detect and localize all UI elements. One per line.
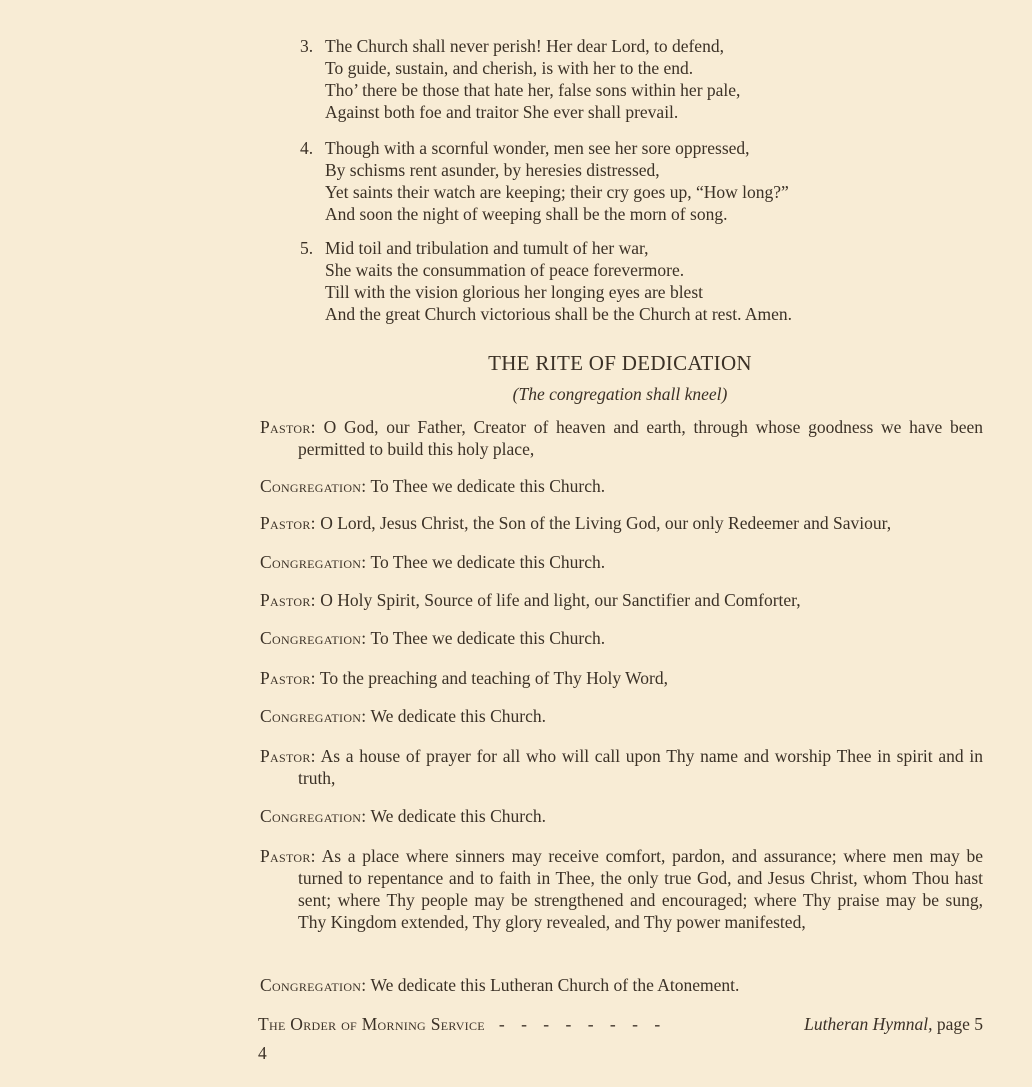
speaker-label: Congregation:	[260, 552, 367, 572]
hymnal-page: page 5	[932, 1014, 983, 1034]
hymn-verse-5	[300, 237, 1000, 325]
congregation-response	[260, 974, 983, 996]
speaker-label: Pastor:	[260, 417, 316, 437]
entry-text: We dedicate this Lutheran Church of the Atonement.	[370, 975, 740, 995]
verse-line: The Church shall never perish! Her dear Lord, to defend,	[325, 36, 724, 56]
speaker-label: Pastor:	[260, 668, 316, 688]
pastor-line	[260, 745, 983, 789]
dot-leader: - - - - - - - -	[498, 1014, 667, 1034]
congregation-response	[260, 475, 983, 497]
pastor-line	[260, 667, 983, 689]
speaker-label: Congregation:	[260, 628, 367, 648]
speaker-label: Congregation:	[260, 806, 367, 826]
verse-line: To guide, sustain, and cherish, is with her to the end.	[325, 58, 694, 78]
pastor-line	[260, 416, 983, 460]
verse-line: Against both foe and traitor She ever shall prevail.	[325, 102, 679, 122]
hymnal-title: Lutheran Hymnal,	[804, 1014, 933, 1034]
speaker-label: Pastor:	[260, 513, 316, 533]
hymn-verse-4	[300, 137, 1000, 225]
entry-text: As a house of prayer for all who will call upon Thy name and worship Thee in spirit and in truth,	[298, 746, 983, 788]
congregation-response	[260, 551, 983, 573]
speaker-label: Pastor:	[260, 590, 316, 610]
entry-text: We dedicate this Church.	[370, 806, 546, 826]
service-reference	[258, 1013, 983, 1035]
pastor-line	[260, 589, 983, 611]
entry-text: O Lord, Jesus Christ, the Son of the Living God, our only Redeemer and Saviour,	[320, 513, 892, 533]
page-number: 4	[258, 1043, 267, 1063]
verse-line: Though with a scornful wonder, men see her sore oppressed,	[325, 138, 750, 158]
entry-text: O God, our Father, Creator of heaven and earth, through whose goodness we have been permitted to build this holy place,	[298, 417, 984, 459]
verse-number: 5.	[300, 238, 314, 258]
verse-line: And soon the night of weeping shall be the morn of song.	[325, 204, 728, 224]
speaker-label: Congregation:	[260, 975, 367, 995]
verse-line: And the great Church victorious shall be the Church at rest. Amen.	[325, 304, 793, 324]
speaker-label: Congregation:	[260, 706, 367, 726]
verse-number: 4.	[300, 138, 314, 158]
verse-line: Tho’ there be those that hate her, false sons within her pale,	[325, 80, 741, 100]
verse-line: By schisms rent asunder, by heresies distressed,	[325, 160, 660, 180]
congregation-response	[260, 627, 983, 649]
congregation-response	[260, 805, 983, 827]
entry-text: As a place where sinners may receive comfort, pardon, and assurance; where men may be turned to repentance and to faith in Thee, the only true God, and Jesus Christ, whom Thou hast sent; where Thy people may be strengthened and encouraged; where Thy praise may be sung, Thy Kingdom extended, Thy glory revealed, and Thy power manifested,	[298, 846, 983, 932]
entry-text: O Holy Spirit, Source of life and light, our Sanctifier and Comforter,	[320, 590, 801, 610]
verse-line: She waits the consummation of peace forevermore.	[325, 260, 685, 280]
entry-text: To the preaching and teaching of Thy Holy Word,	[319, 668, 668, 688]
pastor-line	[260, 845, 983, 933]
verse-number: 3.	[300, 36, 314, 56]
speaker-label: Congregation:	[260, 476, 367, 496]
speaker-label: Pastor:	[260, 846, 316, 866]
speaker-label: Pastor:	[260, 746, 316, 766]
rubric: (The congregation shall kneel)	[512, 384, 728, 404]
congregation-response	[260, 705, 983, 727]
pastor-line	[260, 512, 983, 534]
verse-line: Mid toil and tribulation and tumult of her war,	[325, 238, 649, 258]
verse-line: Till with the vision glorious her longing eyes are blest	[325, 282, 704, 302]
entry-text: We dedicate this Church.	[370, 706, 546, 726]
verse-line: Yet saints their watch are keeping; their cry goes up, “How long?”	[325, 182, 789, 202]
service-name: The Order of Morning Service	[258, 1014, 485, 1034]
entry-text: To Thee we dedicate this Church.	[370, 476, 606, 496]
hymn-verse-3	[300, 35, 1000, 123]
section-heading: THE RITE OF DEDICATION	[488, 351, 752, 375]
entry-text: To Thee we dedicate this Church.	[370, 552, 606, 572]
entry-text: To Thee we dedicate this Church.	[370, 628, 606, 648]
